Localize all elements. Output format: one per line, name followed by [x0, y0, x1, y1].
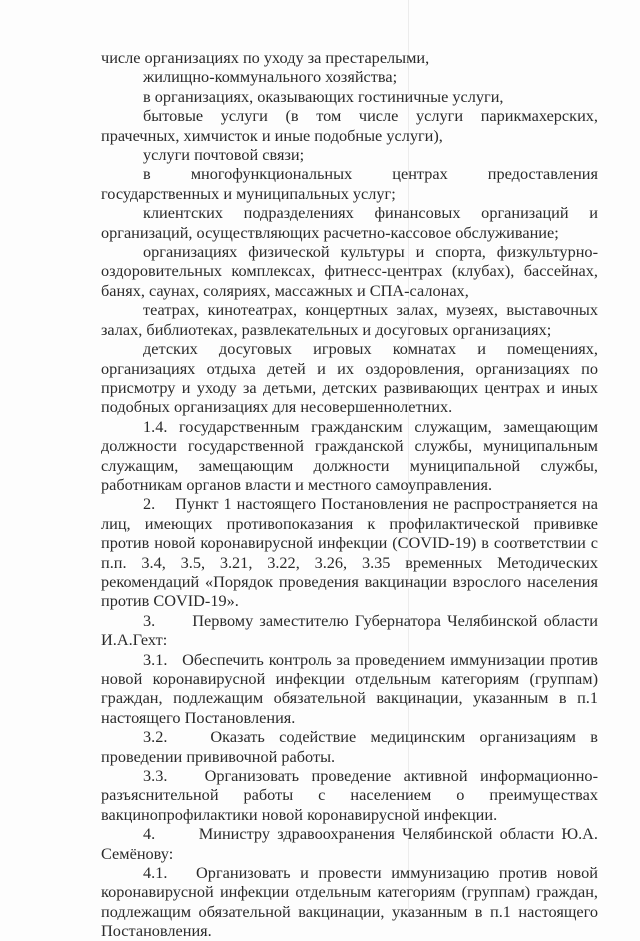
- paragraph-2: 2. Пункт 1 настоящего Постановления не распространяется на лиц, имеющих противопоказания к профилактической прививке против новой коронавирусной инфекции (COVID-19) в соответствии с п.п. 3.4, 3.5, 3.21, 3.22, 3.26, 3.35 временных Методических рекомендаций «Порядок проведения вакцинации взрослого населения против COVID-19».: [101, 494, 598, 611]
- paragraph-sport: организациях физической культуры и спорта, физкультурно-оздоровительных комплексах, фитнесс-центрах (клубах), бассейнах, банях, саунах, соляриях, массажных и СПА-салонах,: [101, 242, 598, 300]
- paragraph-1-4: 1.4. государственным гражданским служащим, замещающим должности государственной гражданской службы, муниципальным служащим, замещающим должности муниципальной службы, работникам органов власти и местного самоуправления.: [101, 416, 598, 494]
- paragraph-3-1: 3.1. Обеспечить контроль за проведением иммунизации против новой коронавирусной инфекции отдельным категориям (группам) граждан, подлежащим обязательной вакцинации, указанным в п.1 настоящего Постановления.: [101, 649, 598, 727]
- paragraph-postal: услуги почтовой связи;: [143, 145, 305, 165]
- paragraph-4: 4. Министру здравоохранения Челябинской области Ю.А. Семёнову:: [101, 824, 598, 863]
- paragraph-finance: клиентских подразделениях финансовых организаций и организаций, осуществляющих расчетно-кассовое обслуживание;: [101, 203, 598, 242]
- paragraph-continuation: числе организациях по уходу за престарелыми,: [101, 48, 430, 67]
- paragraph-theatres: театрах, кинотеатрах, концертных залах, музеях, выставочных залах, библиотеках, развлекательных и досуговых организациях;: [101, 300, 598, 339]
- paragraph-3-2: 3.2. Оказать содействие медицинским организациям в проведении прививочной работы.: [101, 727, 598, 766]
- paragraph-household-services: бытовые услуги (в том числе услуги парикмахерских, прачечных, химчисток и иные подобные услуги),: [101, 106, 598, 145]
- paragraph-mfc: в многофункциональных центрах предоставления государственных и муниципальных услуг;: [101, 164, 598, 203]
- paragraph-children: детских досуговых игровых комнатах и помещениях, организациях отдыха детей и их оздоровления, организациях по присмотру и уходу за детьми, детских развивающих центрах и иных подобных организациях для несовершеннолетних.: [101, 339, 598, 417]
- paragraph-3: 3. Первому заместителю Губернатора Челябинской области И.А.Гехт:: [101, 610, 598, 650]
- paragraph-housing: жилищно-коммунального хозяйства;: [143, 67, 398, 87]
- paragraph-3-3: 3.3. Организовать проведение активной информационно-разъяснительной работы с населением о преимуществах вакцинопрофилактики новой коронавирусной инфекции.: [101, 766, 598, 824]
- paragraph-hotels: в организациях, оказывающих гостиничные услуги,: [143, 86, 504, 106]
- paragraph-4-1: 4.1. Организовать и провести иммунизацию против новой коронавирусной инфекции отдельным категориям (группам) граждан, подлежащим обязательной вакцинации, указанным в п.1 настоящего Постановления.: [101, 863, 598, 941]
- document-page: [101, 48, 598, 941]
